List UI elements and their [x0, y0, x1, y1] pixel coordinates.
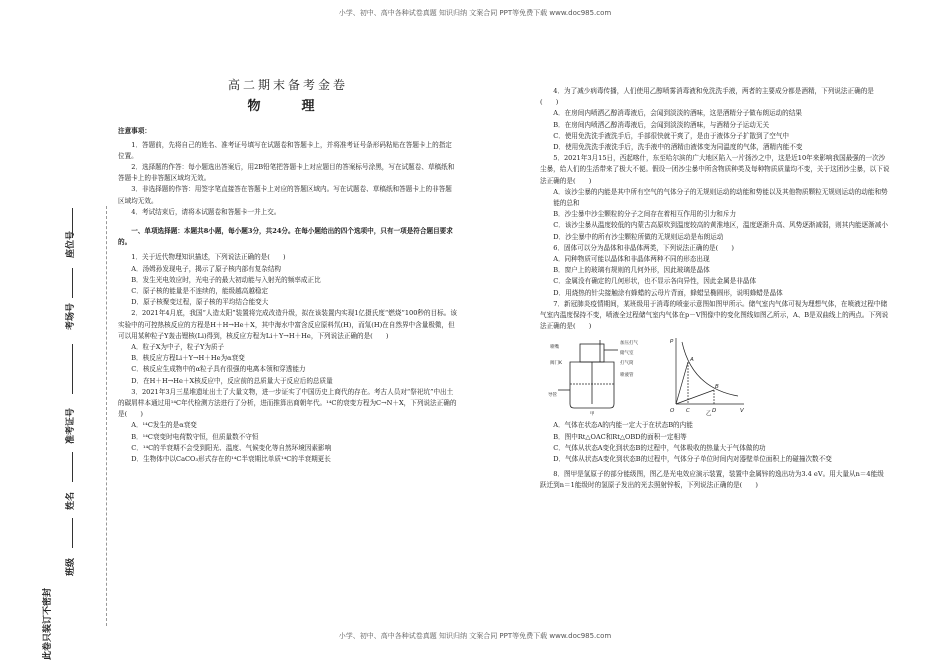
label-air-chamber: 储气室: [620, 351, 634, 357]
question-option: C．气体从状态A变化到状态B的过程中，气体吸收的热量大于气体做的功: [553, 443, 766, 452]
label-pressurize: 加压打气: [620, 341, 638, 347]
question-stem: 4．为了减少病毒传播，人们使用乙醇喷雾消毒液和免洗洗手液，两者的主要成分都是酒精，下列说法正确的是( ): [540, 87, 874, 107]
exam-title: 高二期末备考金卷: [227, 78, 348, 92]
ticket-number-label: 准考证号: [66, 407, 76, 444]
section-heading: 一、单项选择题：本题共8小题，每小题3分，共24分。在每小题给出的四个选项中，只有一项是符合题目要求的。: [118, 227, 453, 247]
ticket-number-blank: [72, 344, 73, 394]
question-option: A．同种物质可能以晶体和非晶体两种不同的形态出现: [553, 255, 710, 264]
label-pump: 打气筒: [620, 361, 634, 367]
question-option: B．发生光电效应时，光电子的最大初动能与入射光的频率成正比: [131, 275, 321, 284]
question-option: C．¹⁴C的半衰期不会受到阳光、温度、气候变化等自然环境因素影响: [131, 443, 332, 452]
question-option: A．该沙尘暴的内能是其中所有空气的气体分子的无规则运动的动能和势能以及其他物质颗粒无规则运动的动能和势能的总和: [553, 187, 888, 208]
caption-left: 甲: [590, 412, 595, 417]
right-column: [540, 86, 890, 492]
label-nozzle: 喷嘴: [550, 345, 559, 351]
question-option: A．在房间内喷洒乙醇消毒液后，会闻到淡淡的酒味，这是酒精分子做布朗运动的结果: [553, 109, 802, 118]
question-option: D．生物体中以CaCO₃形式存在的¹⁴C半衰期比单质¹⁴C的半衰期更长: [131, 455, 331, 464]
question-option: A．¹⁴C发生的是α衰变: [131, 421, 197, 430]
question-option: D．用烧热的针尖接触涂有蜂蜡的云母片背面，蜂蜡呈椭圆形，说明蜂蜡是晶体: [553, 288, 783, 297]
point-a-label: A: [690, 357, 694, 364]
name-label: 姓名: [66, 491, 76, 510]
question-option: C．金属没有确定的几何形状，也不显示各向异性，因此金属是非晶体: [553, 277, 757, 286]
notice-item: 1．答题前，先将自己的姓名、准考证号填写在试题卷和答题卡上，并将准考证号条形码粘贴在答题卡上的指定位置。: [118, 140, 452, 160]
class-blank: [72, 518, 73, 548]
axis-p-label: p: [670, 338, 674, 345]
notice-heading: 注意事项：: [118, 127, 151, 136]
question-option: D．气体从状态A变化到状态B的过程中，气体分子单位时间内对器壁单位面积上的碰撞次数不变: [553, 455, 832, 464]
header-banner: 小学、初中、高中各种试卷真题 知识归纳 文案合同 PPT等免费下载 www.doc985.com: [338, 9, 612, 17]
question-stem: 2．2021年4月底，我国“人造太阳”装置将完成改造升级，拟在该装置内实现1亿摄氏度“燃烧”100秒的目标。该实验中的可控热核反应的方程是H＋H→He＋X，其中海水中富含反应原料氘(H)，而氚(H)在自然界中含量极微，但可以用某种粒子Y轰击锂核(Li)得到，核反应方程为Li＋Y→H＋He，下列说法正确的是( ): [118, 309, 457, 340]
question-option: B．在房间内喷洒乙醇消毒液后，会闻到淡淡的酒味，与酒精分子运动无关: [553, 120, 770, 129]
question-option: C．核反应生成物中的α粒子具有很强的电离本领和穿透能力: [131, 365, 306, 374]
pv-graph: [668, 334, 748, 416]
hyperbola-curve: [682, 342, 738, 396]
question-option: B．¹⁴C衰变时电荷数守恒，但质量数不守恒: [131, 432, 259, 441]
question-stem: 6．固体可以分为晶体和非晶体两类，下列说法正确的是( ): [553, 243, 734, 252]
question-option: A．粒子X为中子，粒子Y为质子: [131, 343, 225, 352]
question-option: D．原子核聚变过程，原子核的平均结合能变大: [131, 298, 269, 307]
question-stem: 8．图甲是氢原子的部分能级图，图乙是光电效应演示装置，装置中金属锌的逸出功为3.4 eV。用大量从n＝4能级跃迁到n＝1能级时的氢原子发出的光去照射锌板，下列说法正确的是( ): [540, 470, 884, 490]
question-option: A．气体在状态A的内能一定大于在状态B的内能: [553, 421, 693, 430]
notice-item: 2．选择题的作答：每小题选出答案后，用2B铅笔把答题卡上对应题目的答案标号涂黑，写在试题卷、草稿纸和答题卡上的非答题区域均无效。: [118, 163, 455, 183]
question-option: B．沙尘暴中沙尘颗粒的分子之间存在着相互作用的引力和斥力: [553, 210, 737, 219]
exam-room-blank: [72, 268, 73, 298]
notice-item: 4．考试结束后，请将本试题卷和答题卡一并上交。: [131, 207, 281, 216]
point-c-label: C: [686, 408, 690, 415]
question-stem: 1．关于近代物理知识描述，下列说法正确的是( ): [131, 253, 286, 262]
question-option: C．该沙尘暴从温度较低的内蒙古高原吹到温度较高的黄淮地区，温度逐渐升高、风势逐渐减弱，则其内能逐渐减小: [553, 221, 888, 230]
line-ob: [676, 390, 714, 404]
question-option: D．使用免洗洗手液洗手后，洗手液中的酒精由液体变为同温度的气体，酒精内能不变: [553, 143, 803, 152]
question-option: A．汤姆孙发现电子，揭示了原子核内部有复杂结构: [131, 264, 282, 273]
question-stem: 7．新冠肺炎疫情期间，某班级用于消毒的喷壶示意图如图甲所示。储气室内气体可视为理想气体，在喷液过程中储气室内温度保持不变，喷液全过程储气室内气体在p－V图像中的变化图线如图乙所示，A、B是双曲线上的两点。下列说法正确的是( ): [540, 299, 889, 331]
origin-label: O: [670, 408, 675, 415]
subject-title: 物 理: [247, 99, 329, 115]
question-stem: 3．2021年3月三星堆遗址出土了大量文物，进一步证实了中国历史上商代的存在。考古人员对“祭祀坑”中出土的碳屑样本通过用¹⁴C年代检测方法进行了分析，进而推算出商朝年代。¹⁴C的衰变方程为C→N＋X，下列说法正确的是( ): [118, 387, 457, 419]
sprayer-head: [580, 344, 604, 362]
seat-number-label: 座位号: [66, 230, 76, 258]
point-d-label: D: [712, 408, 717, 415]
question-option: D．沙尘暴中的所有沙尘颗粒所做的无规则运动是布朗运动: [553, 232, 724, 241]
axis-v-label: V: [740, 408, 744, 415]
label-spray-tube: 喷液管: [620, 373, 634, 379]
question-option: B．图中Rt△OAC和Rt△OBD的面积一定相等: [553, 432, 687, 441]
seat-number-blank: [72, 208, 73, 238]
name-blank: [72, 452, 73, 482]
question-option: B．核反应方程Li＋Y→H＋He为α衰变: [131, 354, 245, 363]
question-option: C．使用免洗洗手液洗手后，手部很快就干爽了，是由于液体分子扩散到了空气中: [553, 131, 790, 140]
line-oa: [676, 362, 688, 404]
caption-right: 乙: [706, 411, 712, 417]
left-column: [118, 60, 458, 465]
exam-room-label: 考场号: [66, 302, 76, 330]
question-option: C．原子核的能量是不连续的，能级越高越稳定: [131, 287, 269, 296]
sprayer-figure-row: [548, 334, 890, 416]
binding-dashed-line: [106, 206, 107, 626]
question-option: D．在H＋H→He＋X核反应中，反应前的总质量大于反应后的总质量: [131, 376, 333, 385]
point-b-label: B: [715, 384, 719, 391]
class-label: 班级: [66, 557, 76, 576]
notice-item: 3．非选择题的作答：用签字笔直接答在答题卡上对应的答题区域内。写在试题卷、草稿纸和答题卡上的非答题区域均无效。: [118, 185, 452, 205]
question-stem: 5．2021年3月15日，西起喀什，东至哈尔滨的广大地区陷入一片扬沙之中，这是近10年来影响我国最强的一次沙尘暴，给人们的生活带来了极大不便。假设一团沙尘暴中所含物质种类及每种物质质量均不变，关于这团沙尘暴，以下说法正确的是( ): [540, 154, 890, 185]
label-guide-tube: 导管: [548, 393, 557, 399]
question-option: B．窗户上的玻璃有规则的几何外形，因此玻璃是晶体: [553, 266, 710, 275]
label-valve: 阀门K: [550, 361, 562, 367]
seal-note: 此卷只装订不密封: [43, 587, 53, 660]
sprayer-diagram: [548, 334, 658, 416]
footer-banner: 小学、初中、高中各种试卷真题 知识归纳 文案合同 PPT等免费下载 www.doc985.com: [338, 632, 612, 640]
